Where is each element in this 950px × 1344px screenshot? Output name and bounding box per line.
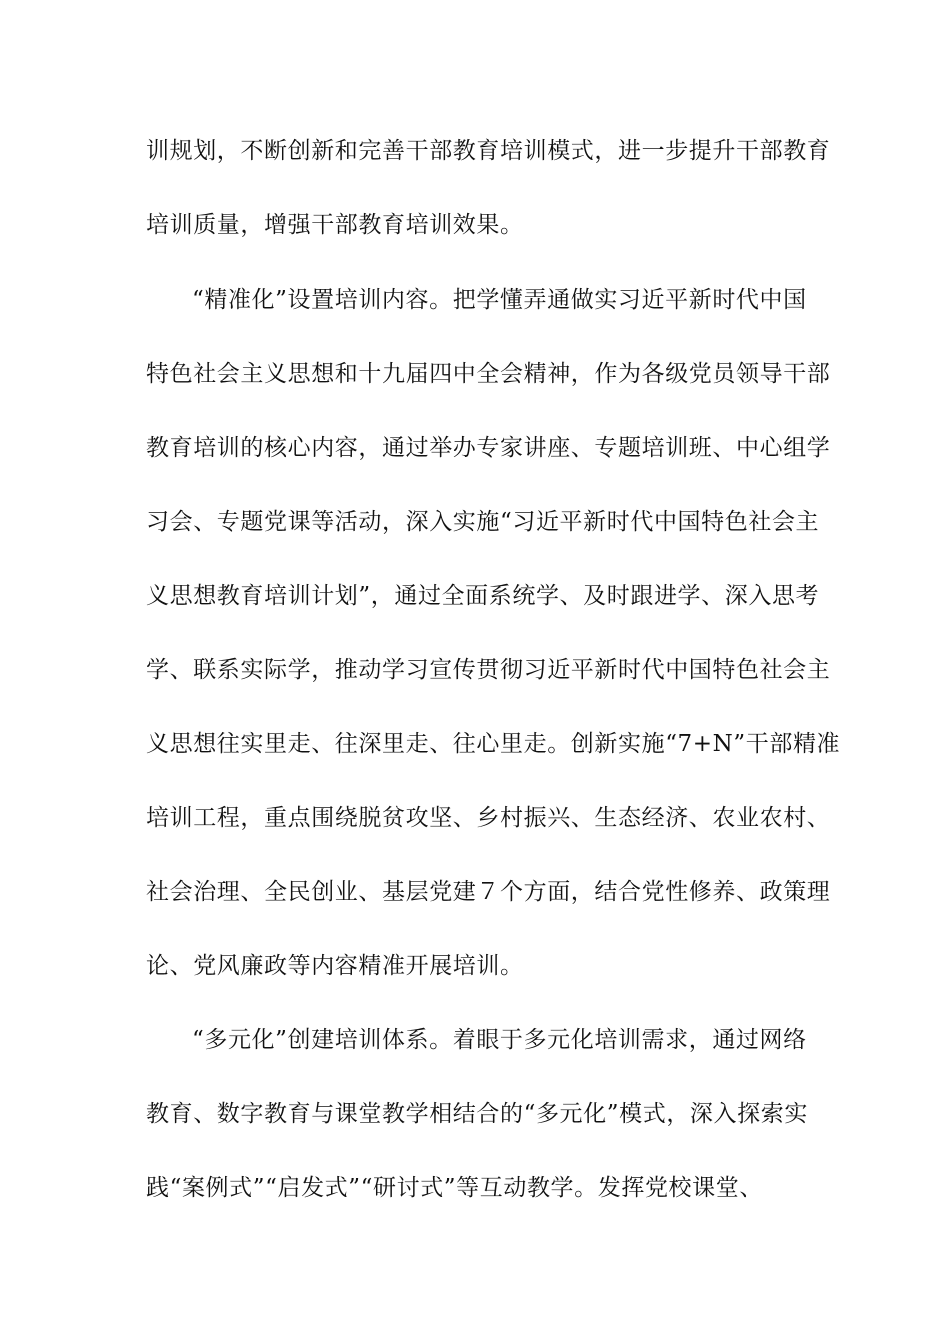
text-line: 社会治理、全民创业、基层党建７个方面，结合党性修养、政策理 — [146, 879, 831, 905]
text-line: 践“案例式”“启发式”“研讨式”等互动教学。发挥党校课堂、 — [146, 1175, 763, 1201]
paragraph-start-line: “精准化”设置培训内容。把学懂弄通做实习近平新时代中国 — [192, 287, 807, 313]
text-line: 教育、数字教育与课堂教学相结合的“多元化”模式，深入探索实 — [146, 1101, 808, 1127]
text-line: 培训工程，重点围绕脱贫攻坚、乡村振兴、生态经济、农业农村、 — [146, 805, 831, 831]
text-line: 义思想往实里走、往深里走、往心里走。创新实施“7+N”干部精准 — [146, 731, 841, 757]
paragraph-start-line: “多元化”创建培训体系。着眼于多元化培训需求，通过网络 — [192, 1027, 807, 1053]
text-line: 训规划，不断创新和完善干部教育培训模式，进一步提升干部教育 — [146, 138, 831, 164]
text-line: 习会、专题党课等活动，深入实施“习近平新时代中国特色社会主 — [146, 509, 820, 535]
text-line: 教育培训的核心内容，通过举办专家讲座、专题培训班、中心组学 — [146, 435, 831, 461]
text-line: 培训质量，增强干部教育培训效果。 — [146, 212, 524, 238]
text-line: 论、党风廉政等内容精准开展培训。 — [146, 953, 524, 979]
text-line: 义思想教育培训计划”，通过全面系统学、及时跟进学、深入思考 — [146, 583, 820, 609]
text-line: 学、联系实际学，推动学习宣传贯彻习近平新时代中国特色社会主 — [146, 657, 831, 683]
text-line: 特色社会主义思想和十九届四中全会精神，作为各级党员领导干部 — [146, 361, 831, 387]
